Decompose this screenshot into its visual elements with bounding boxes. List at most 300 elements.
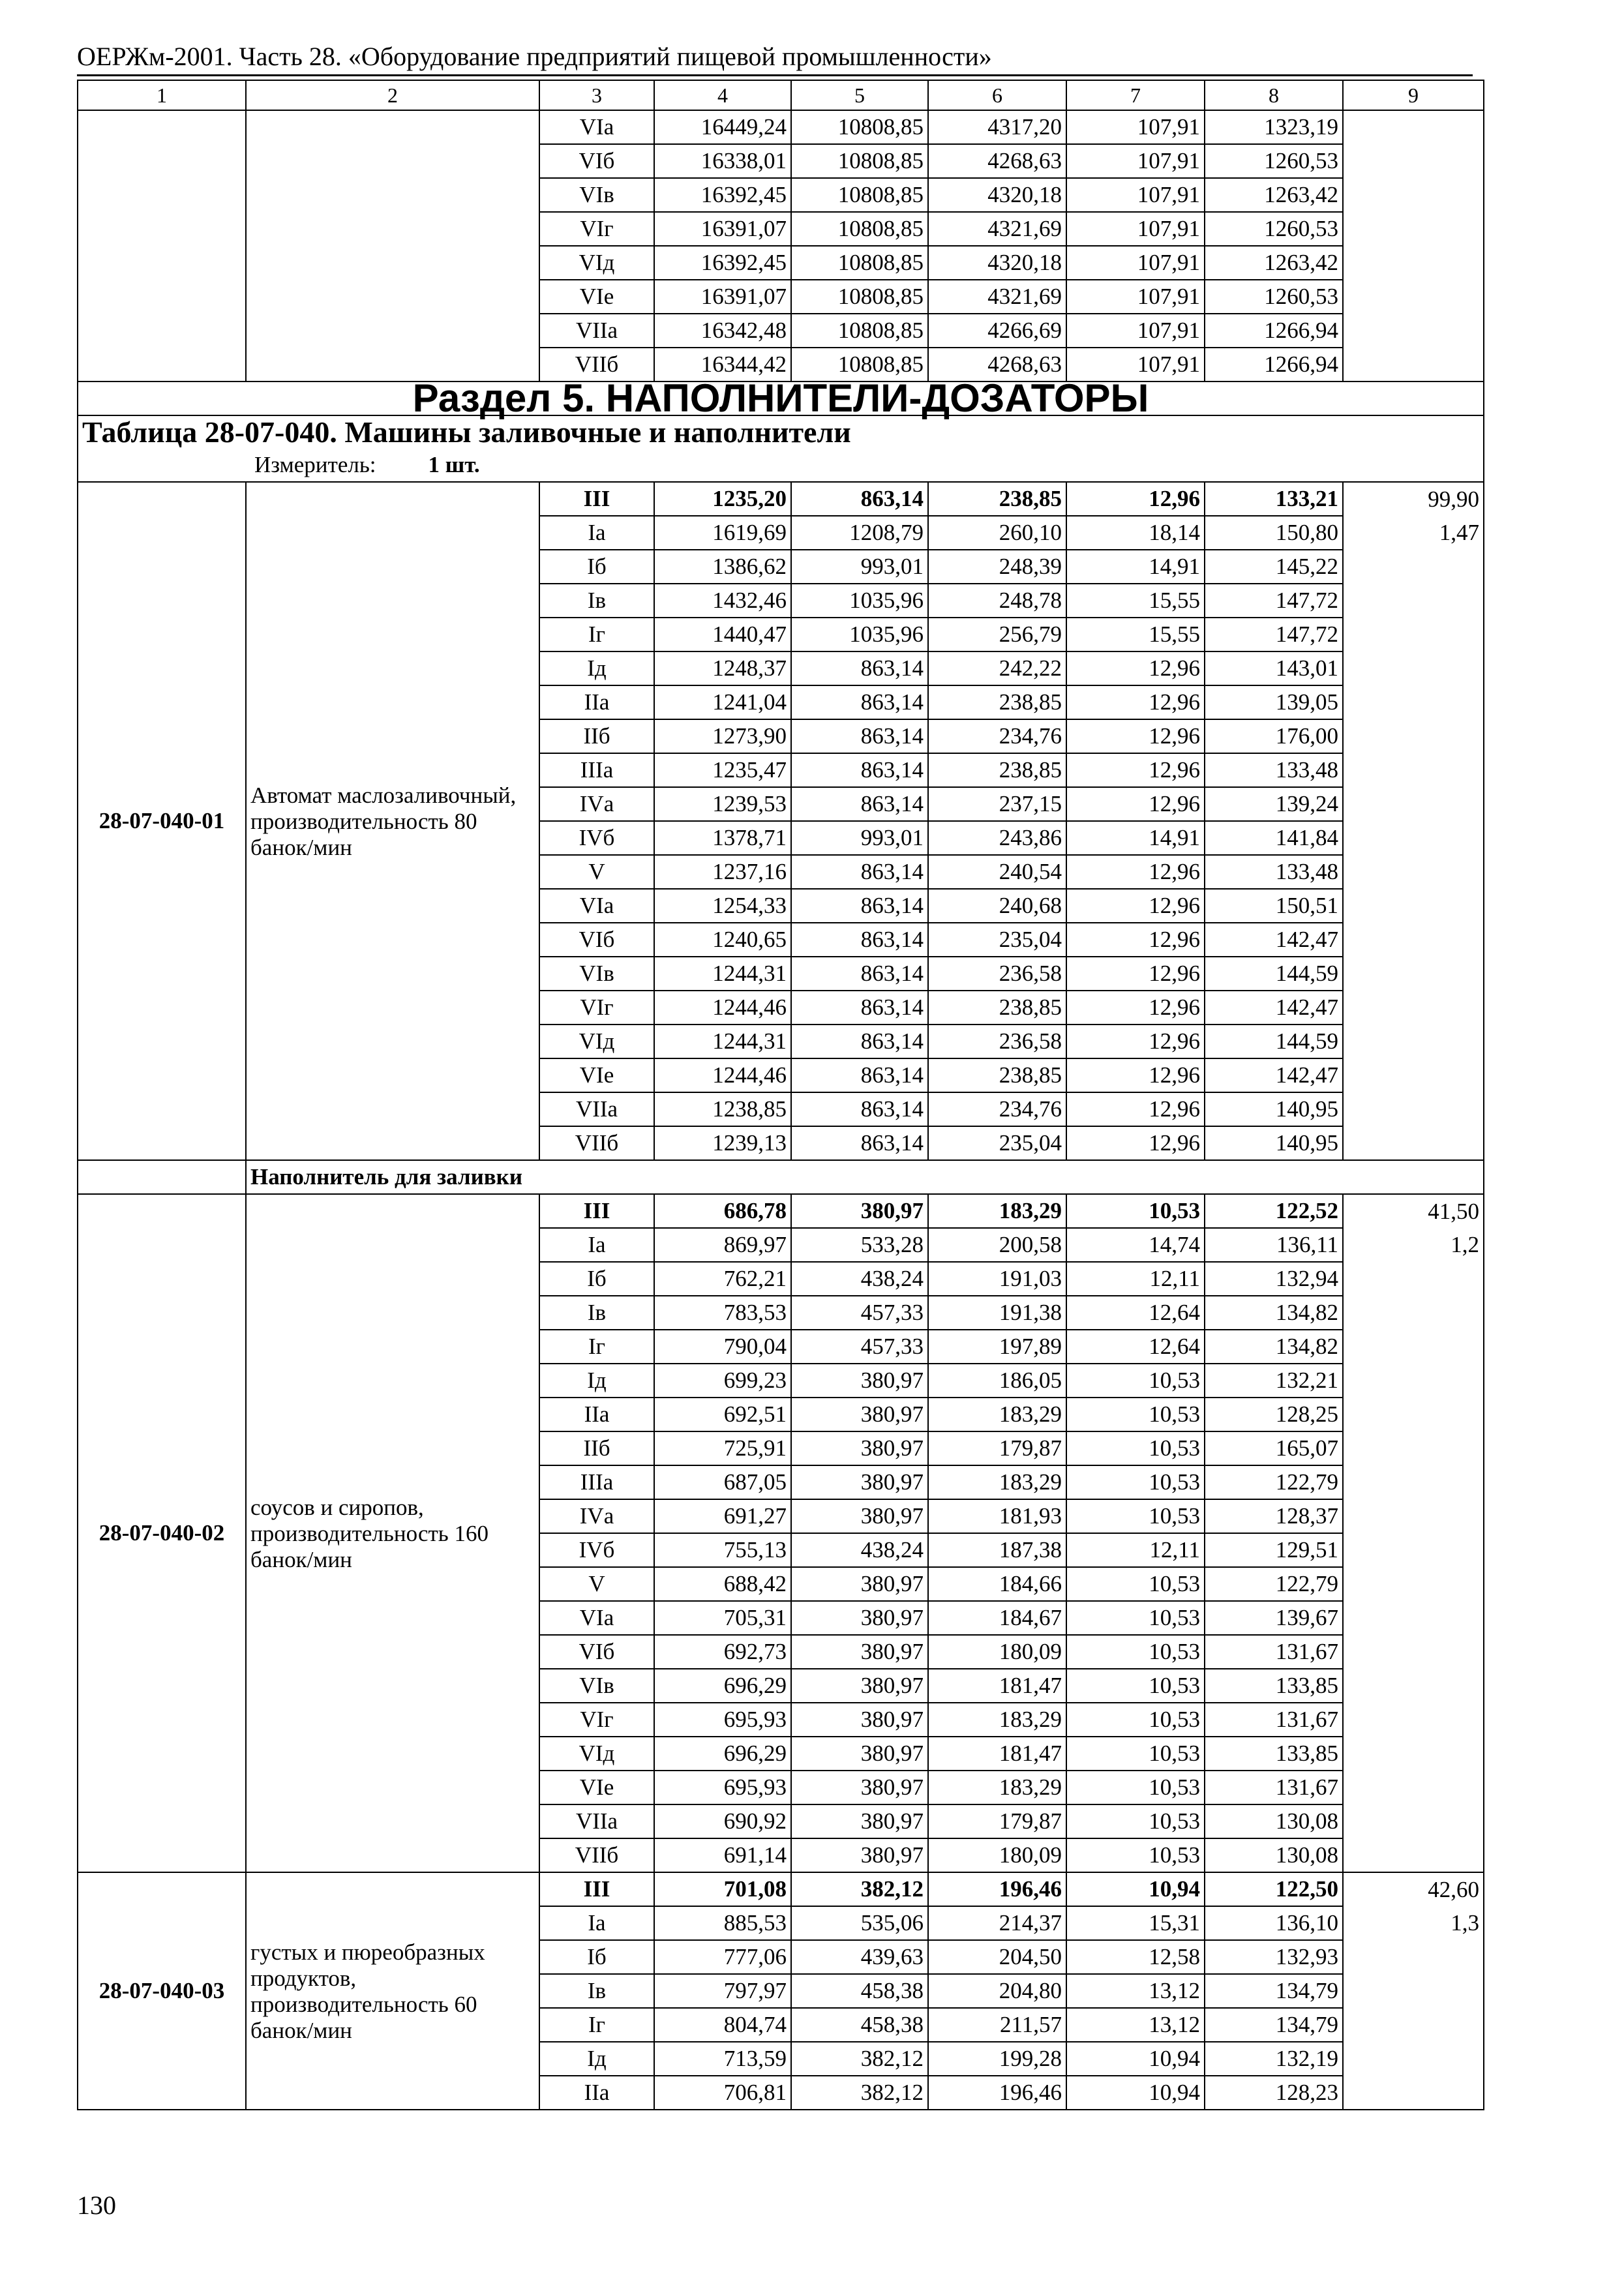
- value-col-6: 183,29: [928, 1703, 1066, 1737]
- value-col-7: 14,74: [1066, 1228, 1205, 1262]
- value-col-5: 863,14: [791, 923, 928, 957]
- page-header: ОЕРЖм-2001. Часть 28. «Оборудование предприятий пищевой промышленности»: [77, 40, 1473, 76]
- value-col-8: 139,05: [1205, 685, 1343, 719]
- value-col-6: 248,39: [928, 550, 1066, 584]
- value-col-7: 10,53: [1066, 1499, 1205, 1533]
- value-col-6: 236,58: [928, 957, 1066, 991]
- zone-cell: VIв: [539, 957, 654, 991]
- value-col-7: 10,94: [1066, 1872, 1205, 1906]
- value-col-4: 1238,85: [654, 1092, 791, 1126]
- value-col-8: 176,00: [1205, 719, 1343, 753]
- value-col-5: 10808,85: [791, 348, 928, 382]
- value-col-6: 242,22: [928, 651, 1066, 685]
- value-col-5: 380,97: [791, 1364, 928, 1398]
- value-col-8: 139,67: [1205, 1601, 1343, 1635]
- value-col-5: 380,97: [791, 1465, 928, 1499]
- measure-cell: [78, 449, 1484, 482]
- value-col-5: 380,97: [791, 1567, 928, 1601]
- code-cell: 28-07-040-02: [78, 1194, 246, 1872]
- zone-cell: Iб: [539, 550, 654, 584]
- value-col-7: 10,53: [1066, 1669, 1205, 1703]
- value-col-5: 382,12: [791, 2076, 928, 2110]
- value-col-5: 380,97: [791, 1499, 928, 1533]
- column-number-4: 4: [654, 80, 791, 110]
- value-col-5: 863,14: [791, 957, 928, 991]
- zone-cell: Iд: [539, 2042, 654, 2076]
- value-col-7: 12,11: [1066, 1262, 1205, 1296]
- value-col-8: 128,23: [1205, 2076, 1343, 2110]
- value-col-8: 139,24: [1205, 787, 1343, 821]
- zone-cell: VIд: [539, 1737, 654, 1771]
- value-col-4: 16338,01: [654, 144, 791, 178]
- value-col-8: 122,79: [1205, 1465, 1343, 1499]
- value-col-7: 107,91: [1066, 280, 1205, 314]
- value-col-5: 863,14: [791, 651, 928, 685]
- value-col-6: 4268,63: [928, 144, 1066, 178]
- value-col-4: 691,14: [654, 1838, 791, 1872]
- value-col-6: 238,85: [928, 482, 1066, 516]
- value-col-6: 256,79: [928, 618, 1066, 651]
- zone-cell: VIд: [539, 246, 654, 280]
- value-col-5: 1035,96: [791, 584, 928, 618]
- description-cell: [246, 1872, 539, 2110]
- zone-cell: VIв: [539, 1669, 654, 1703]
- value-col-7: 107,91: [1066, 314, 1205, 348]
- value-col-4: 16392,45: [654, 246, 791, 280]
- value-col-7: 10,53: [1066, 1567, 1205, 1601]
- column-number-7: 7: [1066, 80, 1205, 110]
- zone-cell: IIа: [539, 685, 654, 719]
- value-col-8: 122,50: [1205, 1872, 1343, 1906]
- value-col-4: 777,06: [654, 1940, 791, 1974]
- value-col-6: 235,04: [928, 923, 1066, 957]
- column-number-2: 2: [246, 80, 539, 110]
- value-col-7: 10,53: [1066, 1194, 1205, 1228]
- value-col-8: 131,67: [1205, 1703, 1343, 1737]
- value-col-7: 12,96: [1066, 889, 1205, 923]
- zone-cell: IIб: [539, 1431, 654, 1465]
- value-col-8: 142,47: [1205, 1058, 1343, 1092]
- value-col-4: 687,05: [654, 1465, 791, 1499]
- value-col-7: 10,53: [1066, 1431, 1205, 1465]
- column-number-8: 8: [1205, 80, 1343, 110]
- value-col-6: 238,85: [928, 1058, 1066, 1092]
- value-col-6: 196,46: [928, 1872, 1066, 1906]
- value-col-5: 380,97: [791, 1703, 928, 1737]
- value-col-8: 142,47: [1205, 991, 1343, 1025]
- value-col-8: 128,25: [1205, 1398, 1343, 1431]
- value-col-4: 690,92: [654, 1804, 791, 1838]
- value-col-8: 134,79: [1205, 2008, 1343, 2042]
- value-col-7: 12,96: [1066, 482, 1205, 516]
- value-col-8: 147,72: [1205, 584, 1343, 618]
- item-description: густых и пюреобразных продуктов, производительность 60 банок/мин: [250, 1939, 485, 2043]
- value-col-5: 863,14: [791, 1025, 928, 1058]
- value-col-4: 1237,16: [654, 855, 791, 889]
- value-col-4: 790,04: [654, 1330, 791, 1364]
- value-col-5: 438,24: [791, 1262, 928, 1296]
- value-col-6: 235,04: [928, 1126, 1066, 1160]
- zone-cell: VIIа: [539, 1804, 654, 1838]
- zone-cell: Iб: [539, 1262, 654, 1296]
- value-col-6: 179,87: [928, 1804, 1066, 1838]
- value-col-4: 1432,46: [654, 584, 791, 618]
- value-col-4: 16391,07: [654, 280, 791, 314]
- table-row: [78, 482, 1484, 516]
- value-col-6: 187,38: [928, 1533, 1066, 1567]
- zone-cell: Iд: [539, 1364, 654, 1398]
- code-cell: [78, 110, 246, 382]
- value-col-7: 15,31: [1066, 1906, 1205, 1940]
- code-cell: 28-07-040-01: [78, 482, 246, 1160]
- value-col-4: 755,13: [654, 1533, 791, 1567]
- value-col-5: 380,97: [791, 1431, 928, 1465]
- value-col-8: 144,59: [1205, 1025, 1343, 1058]
- value-col-6: 243,86: [928, 821, 1066, 855]
- value-col-7: 12,96: [1066, 957, 1205, 991]
- value-col-5: 993,01: [791, 821, 928, 855]
- value-col-8: 1263,42: [1205, 178, 1343, 212]
- value-col-5: 863,14: [791, 787, 928, 821]
- section-title: Раздел 5. НАПОЛНИТЕЛИ-ДОЗАТОРЫ: [78, 382, 1484, 415]
- value-col-4: 1235,20: [654, 482, 791, 516]
- value-col-4: 1244,31: [654, 957, 791, 991]
- value-col-5: 382,12: [791, 2042, 928, 2076]
- zone-cell: VIе: [539, 1771, 654, 1804]
- zone-cell: VIб: [539, 1635, 654, 1669]
- value-col-8: 150,51: [1205, 889, 1343, 923]
- value-col-4: 16391,07: [654, 212, 791, 246]
- value-col-7: 12,11: [1066, 1533, 1205, 1567]
- value-col-5: 380,97: [791, 1771, 928, 1804]
- value-col-6: 238,85: [928, 991, 1066, 1025]
- value-col-8: 131,67: [1205, 1635, 1343, 1669]
- column-number-3: 3: [539, 80, 654, 110]
- value-col-7: 10,53: [1066, 1737, 1205, 1771]
- value-col-6: 181,93: [928, 1499, 1066, 1533]
- value-col-6: 204,80: [928, 1974, 1066, 2008]
- value-col-8: 1263,42: [1205, 246, 1343, 280]
- price-table: [77, 80, 1484, 2110]
- value-col-4: 1254,33: [654, 889, 791, 923]
- value-col-4: 1235,47: [654, 753, 791, 787]
- value-col-4: 725,91: [654, 1431, 791, 1465]
- zone-cell: IVа: [539, 1499, 654, 1533]
- value-col-5: 863,14: [791, 855, 928, 889]
- value-col-4: 16392,45: [654, 178, 791, 212]
- value-col-8: 133,85: [1205, 1669, 1343, 1703]
- col9-weight: 41,50: [1343, 1194, 1484, 1228]
- value-col-4: 1239,53: [654, 787, 791, 821]
- zone-cell: VIе: [539, 280, 654, 314]
- table-title-row: [78, 415, 1484, 449]
- value-col-4: 696,29: [654, 1669, 791, 1703]
- value-col-8: 132,93: [1205, 1940, 1343, 1974]
- value-col-4: 1619,69: [654, 516, 791, 550]
- value-col-8: 134,82: [1205, 1330, 1343, 1364]
- value-col-7: 12,96: [1066, 685, 1205, 719]
- zone-cell: VIе: [539, 1058, 654, 1092]
- zone-cell: V: [539, 1567, 654, 1601]
- value-col-7: 18,14: [1066, 516, 1205, 550]
- value-col-8: 144,59: [1205, 957, 1343, 991]
- value-col-6: 183,29: [928, 1465, 1066, 1499]
- value-col-5: 380,97: [791, 1398, 928, 1431]
- value-col-7: 107,91: [1066, 212, 1205, 246]
- zone-cell: VIг: [539, 212, 654, 246]
- value-col-6: 186,05: [928, 1364, 1066, 1398]
- value-col-5: 457,33: [791, 1296, 928, 1330]
- value-col-5: 10808,85: [791, 178, 928, 212]
- value-col-7: 107,91: [1066, 110, 1205, 144]
- value-col-6: 260,10: [928, 516, 1066, 550]
- value-col-6: 180,09: [928, 1838, 1066, 1872]
- zone-cell: Iг: [539, 1330, 654, 1364]
- zone-cell: VIд: [539, 1025, 654, 1058]
- value-col-7: 12,96: [1066, 923, 1205, 957]
- value-col-7: 10,53: [1066, 1398, 1205, 1431]
- value-col-8: 1266,94: [1205, 314, 1343, 348]
- value-col-6: 4268,63: [928, 348, 1066, 382]
- description-cell: [246, 110, 539, 382]
- value-col-4: 1244,46: [654, 991, 791, 1025]
- value-col-4: 1241,04: [654, 685, 791, 719]
- value-col-7: 10,53: [1066, 1465, 1205, 1499]
- value-col-4: 1248,37: [654, 651, 791, 685]
- column-number-row: [78, 80, 1484, 110]
- value-col-5: 533,28: [791, 1228, 928, 1262]
- value-col-4: 701,08: [654, 1872, 791, 1906]
- zone-cell: Iа: [539, 1906, 654, 1940]
- zone-cell: VIа: [539, 1601, 654, 1635]
- value-col-8: 134,79: [1205, 1974, 1343, 2008]
- value-col-8: 143,01: [1205, 651, 1343, 685]
- col9-weight: 42,60: [1343, 1872, 1484, 1906]
- value-col-7: 107,91: [1066, 178, 1205, 212]
- value-col-8: 130,08: [1205, 1838, 1343, 1872]
- col9-cell: [1343, 110, 1484, 382]
- value-col-6: 200,58: [928, 1228, 1066, 1262]
- value-col-8: 165,07: [1205, 1431, 1343, 1465]
- value-col-7: 10,53: [1066, 1703, 1205, 1737]
- value-col-6: 238,85: [928, 753, 1066, 787]
- value-col-7: 107,91: [1066, 144, 1205, 178]
- value-col-6: 180,09: [928, 1635, 1066, 1669]
- value-col-8: 1260,53: [1205, 144, 1343, 178]
- zone-cell: VIIб: [539, 1838, 654, 1872]
- zone-cell: VIIб: [539, 348, 654, 382]
- zone-cell: IVа: [539, 787, 654, 821]
- value-col-6: 4321,69: [928, 212, 1066, 246]
- value-col-8: 140,95: [1205, 1092, 1343, 1126]
- col9-empty: [1343, 1262, 1484, 1872]
- value-col-7: 12,96: [1066, 787, 1205, 821]
- zone-cell: IIб: [539, 719, 654, 753]
- value-col-7: 10,53: [1066, 1364, 1205, 1398]
- value-col-8: 132,21: [1205, 1364, 1343, 1398]
- value-col-8: 133,48: [1205, 855, 1343, 889]
- value-col-6: 234,76: [928, 1092, 1066, 1126]
- measure-unit: 1 шт.: [428, 452, 480, 477]
- value-col-5: 863,14: [791, 753, 928, 787]
- zone-cell: IIIа: [539, 753, 654, 787]
- value-col-5: 458,38: [791, 2008, 928, 2042]
- value-col-5: 863,14: [791, 1058, 928, 1092]
- value-col-4: 762,21: [654, 1262, 791, 1296]
- value-col-7: 10,53: [1066, 1804, 1205, 1838]
- value-col-6: 191,03: [928, 1262, 1066, 1296]
- col9-empty: [1343, 1940, 1484, 2110]
- value-col-5: 10808,85: [791, 144, 928, 178]
- value-col-4: 1239,13: [654, 1126, 791, 1160]
- zone-cell: III: [539, 482, 654, 516]
- table-row: [78, 1872, 1484, 1906]
- value-col-5: 457,33: [791, 1330, 928, 1364]
- value-col-4: 699,23: [654, 1364, 791, 1398]
- value-col-4: 1378,71: [654, 821, 791, 855]
- value-col-4: 783,53: [654, 1296, 791, 1330]
- value-col-4: 706,81: [654, 2076, 791, 2110]
- value-col-8: 1266,94: [1205, 348, 1343, 382]
- value-col-6: 236,58: [928, 1025, 1066, 1058]
- value-col-8: 128,37: [1205, 1499, 1343, 1533]
- value-col-4: 691,27: [654, 1499, 791, 1533]
- value-col-5: 380,97: [791, 1737, 928, 1771]
- value-col-5: 863,14: [791, 482, 928, 516]
- value-col-4: 804,74: [654, 2008, 791, 2042]
- value-col-7: 12,96: [1066, 753, 1205, 787]
- measure-row: [78, 449, 1484, 482]
- value-col-5: 10808,85: [791, 280, 928, 314]
- value-col-8: 122,52: [1205, 1194, 1343, 1228]
- value-col-8: 133,48: [1205, 753, 1343, 787]
- zone-cell: IIа: [539, 1398, 654, 1431]
- value-col-7: 12,58: [1066, 1940, 1205, 1974]
- value-col-8: 130,08: [1205, 1804, 1343, 1838]
- value-col-4: 1273,90: [654, 719, 791, 753]
- subheading-code-cell: [78, 1160, 246, 1194]
- value-col-6: 4317,20: [928, 110, 1066, 144]
- zone-cell: IVб: [539, 1533, 654, 1567]
- zone-cell: Iг: [539, 618, 654, 651]
- item-description: соусов и сиропов, производительность 160 банок/мин: [250, 1495, 489, 1572]
- zone-cell: Iа: [539, 516, 654, 550]
- code-cell: 28-07-040-03: [78, 1872, 246, 2110]
- value-col-7: 15,55: [1066, 584, 1205, 618]
- value-col-4: 695,93: [654, 1703, 791, 1737]
- value-col-5: 380,97: [791, 1804, 928, 1838]
- value-col-7: 10,53: [1066, 1838, 1205, 1872]
- value-col-5: 10808,85: [791, 212, 928, 246]
- value-col-5: 863,14: [791, 719, 928, 753]
- value-col-5: 380,97: [791, 1838, 928, 1872]
- value-col-4: 692,51: [654, 1398, 791, 1431]
- value-col-6: 234,76: [928, 719, 1066, 753]
- value-col-4: 1244,46: [654, 1058, 791, 1092]
- value-col-6: 238,85: [928, 685, 1066, 719]
- value-col-5: 438,24: [791, 1533, 928, 1567]
- page-number: 130: [77, 2191, 116, 2220]
- value-col-5: 863,14: [791, 685, 928, 719]
- zone-cell: Iв: [539, 584, 654, 618]
- zone-cell: III: [539, 1194, 654, 1228]
- column-number-9: 9: [1343, 80, 1484, 110]
- zone-cell: VIIа: [539, 314, 654, 348]
- zone-cell: VIа: [539, 889, 654, 923]
- value-col-4: 1386,62: [654, 550, 791, 584]
- value-col-5: 993,01: [791, 550, 928, 584]
- table-row: [78, 1194, 1484, 1228]
- value-col-7: 107,91: [1066, 246, 1205, 280]
- value-col-7: 12,96: [1066, 1058, 1205, 1092]
- value-col-5: 380,97: [791, 1669, 928, 1703]
- col9-coefficient: 1,3: [1343, 1906, 1484, 1940]
- value-col-6: 181,47: [928, 1737, 1066, 1771]
- value-col-6: 183,29: [928, 1194, 1066, 1228]
- value-col-8: 141,84: [1205, 821, 1343, 855]
- value-col-5: 439,63: [791, 1940, 928, 1974]
- value-col-5: 458,38: [791, 1974, 928, 2008]
- zone-cell: IIа: [539, 2076, 654, 2110]
- value-col-8: 136,11: [1205, 1228, 1343, 1262]
- value-col-5: 380,97: [791, 1635, 928, 1669]
- value-col-5: 863,14: [791, 889, 928, 923]
- value-col-4: 705,31: [654, 1601, 791, 1635]
- value-col-5: 380,97: [791, 1601, 928, 1635]
- value-col-5: 10808,85: [791, 314, 928, 348]
- value-col-7: 13,12: [1066, 2008, 1205, 2042]
- section-row: [78, 382, 1484, 415]
- zone-cell: Iд: [539, 651, 654, 685]
- value-col-5: 863,14: [791, 1126, 928, 1160]
- value-col-7: 10,53: [1066, 1601, 1205, 1635]
- value-col-4: 16344,42: [654, 348, 791, 382]
- value-col-8: 1260,53: [1205, 280, 1343, 314]
- value-col-4: 713,59: [654, 2042, 791, 2076]
- value-col-4: 1244,31: [654, 1025, 791, 1058]
- value-col-7: 12,96: [1066, 651, 1205, 685]
- zone-cell: Iа: [539, 1228, 654, 1262]
- zone-cell: III: [539, 1872, 654, 1906]
- value-col-7: 14,91: [1066, 550, 1205, 584]
- value-col-6: 240,54: [928, 855, 1066, 889]
- value-col-4: 686,78: [654, 1194, 791, 1228]
- value-col-6: 240,68: [928, 889, 1066, 923]
- value-col-7: 12,64: [1066, 1296, 1205, 1330]
- value-col-5: 10808,85: [791, 246, 928, 280]
- value-col-7: 107,91: [1066, 348, 1205, 382]
- item-description: Автомат маслозаливочный, производительность 80 банок/мин: [250, 783, 517, 860]
- zone-cell: IVб: [539, 821, 654, 855]
- value-col-8: 132,94: [1205, 1262, 1343, 1296]
- value-col-4: 797,97: [654, 1974, 791, 2008]
- description-cell: [246, 1194, 539, 1872]
- value-col-8: 145,22: [1205, 550, 1343, 584]
- value-col-8: 1323,19: [1205, 110, 1343, 144]
- zone-cell: IIIа: [539, 1465, 654, 1499]
- value-col-7: 10,94: [1066, 2042, 1205, 2076]
- value-col-6: 191,38: [928, 1296, 1066, 1330]
- value-col-5: 380,97: [791, 1194, 928, 1228]
- value-col-7: 10,53: [1066, 1635, 1205, 1669]
- value-col-5: 1208,79: [791, 516, 928, 550]
- zone-cell: V: [539, 855, 654, 889]
- value-col-4: 1440,47: [654, 618, 791, 651]
- value-col-6: 197,89: [928, 1330, 1066, 1364]
- value-col-4: 16342,48: [654, 314, 791, 348]
- value-col-7: 14,91: [1066, 821, 1205, 855]
- value-col-8: 129,51: [1205, 1533, 1343, 1567]
